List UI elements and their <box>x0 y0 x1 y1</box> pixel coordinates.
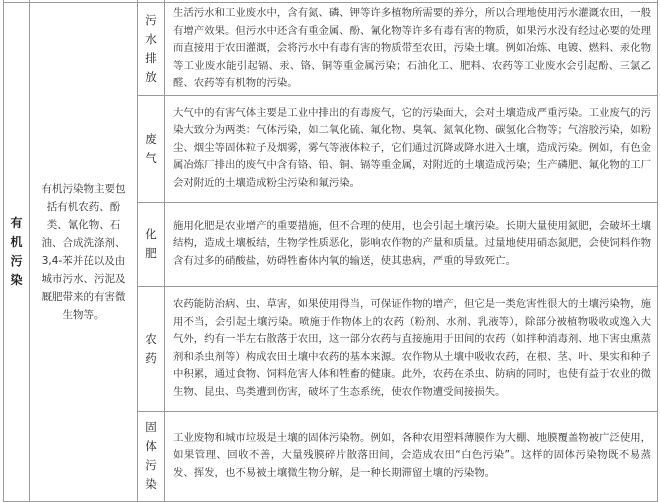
subcategory-char: 排 <box>145 50 157 65</box>
row-description: 生活污水和工业废水中，含有氮、磷、钾等许多植物所需要的养分，所以合理地使用污水灌溉农田，一般有增产效果。但污水中还含有重金属、酚、氰化物等许多有毒有害的物质，如果污水没有经过必要的处理而直接用于农田灌溉，会将污水中有毒有害的物质带至农田，污染土壤。例如冶炼、电镀、燃料、汞化物等工业废水能引起镉、汞、铬、铜等重金属污染；石油化工、肥料、农药等工业废水会引起酚、三氯乙醛、农药等有机物的污染。 <box>165 3 658 96</box>
table-row <box>4 3 658 96</box>
subcategory-cell <box>138 286 165 411</box>
row-description: 大气中的有害气体主要是工业中排出的有毒废气，它的污染面大，会对土壤造成严重污染。工业废气的污染大致分为两类：气体污染，如二氧化硫、氟化物、臭氧、氮氧化物、碳氢化合物等；气溶胶污染，如粉尘、烟尘等固体粒子及烟雾，雾气等液体粒子，它们通过沉降或降水进入土壤，造成污染。例如，有色金属冶炼厂排出的废气中含有铬、铅、铜、镉等重金属，对附近的土壤造成污染；生产磷肥、氟化物的工厂会对附近的土壤造成粉尘污染和氟污染。 <box>165 95 658 202</box>
category-description: 有机污染物主要包括有机农药、酚类、氰化物、石油、合成洗涤剂、3,4-苯并芘以及由城市污水、污泥及厩肥带来的有害微生物等。 <box>30 3 138 502</box>
subcategory-cell <box>138 411 165 501</box>
subcategory-char: 污 <box>145 12 157 27</box>
subcategory-char: 药 <box>145 350 157 365</box>
row-description: 农药能防治病、虫、草害，如果使用得当，可保证作物的增产，但它是一类危害性很大的土壤污染物，施用不当，会引起土壤污染。喷施于作物体上的农药（粉剂、水剂、乳液等），除部分被植物吸收或逸入大气外，约有一半左右散落于农田，这一部分农药与直接施用于田间的农药（如拌种消毒剂、地下害虫熏蒸剂和杀虫剂等）构成农田土壤中农药的基本来源。农作物从土壤中吸收农药，在根、茎、叶、果实和种子中积累，通过食物、饲料危害人体和牲畜的健康。此外，农药在杀虫、防病的同时，也使有益于农业的微生物、昆虫、鸟类遭到伤害，破坏了生态系统，使农作物遭受间接损失。 <box>165 286 658 411</box>
subcategory-char: 肥 <box>145 246 157 260</box>
pollution-table-container <box>3 0 658 502</box>
subcategory-char: 放 <box>145 69 157 84</box>
subcategory-char: 固 <box>145 420 157 434</box>
category-char: 染 <box>10 272 23 287</box>
subcategory-char: 化 <box>145 227 157 241</box>
subcategory-char: 污 <box>145 458 157 472</box>
subcategory-cell <box>138 3 165 96</box>
subcategory-char: 农 <box>145 331 157 346</box>
subcategory-char: 体 <box>145 439 157 453</box>
subcategory-char: 水 <box>145 31 157 46</box>
category-char: 污 <box>10 253 23 268</box>
subcategory-cell <box>138 202 165 286</box>
pollution-table <box>3 0 658 502</box>
subcategory-char: 废 <box>145 131 157 146</box>
subcategory-char: 染 <box>145 477 157 491</box>
subcategory-cell <box>138 95 165 202</box>
category-cell <box>4 3 30 502</box>
row-description: 工业废物和城市垃圾是土壤的固体污染物。例如，各种农用塑料薄膜作为大棚、地膜覆盖物被广泛使用，如果管理、回收不善，大量残膜碎片散落田间，会造成农田“白色污染”。这样的固体污染物既不易蒸发、挥发，也不易被土壤微生物分解，是一种长期滞留土壤的污染物。 <box>165 411 658 501</box>
row-description: 施用化肥是农业增产的重要措施，但不合理的使用，也会引起土壤污染。长期大量使用氮肥，会破坏土壤结构，造成土壤板结，生物学性质恶化，影响农作物的产量和质量。过量地使用硝态氮肥，会使饲料作物含有过多的硝酸盐，妨碍牲畜体内氧的输送，使其患病，严重的导致死亡。 <box>165 202 658 286</box>
subcategory-char: 气 <box>145 150 157 165</box>
category-char: 机 <box>10 234 23 249</box>
category-char: 有 <box>10 215 23 230</box>
